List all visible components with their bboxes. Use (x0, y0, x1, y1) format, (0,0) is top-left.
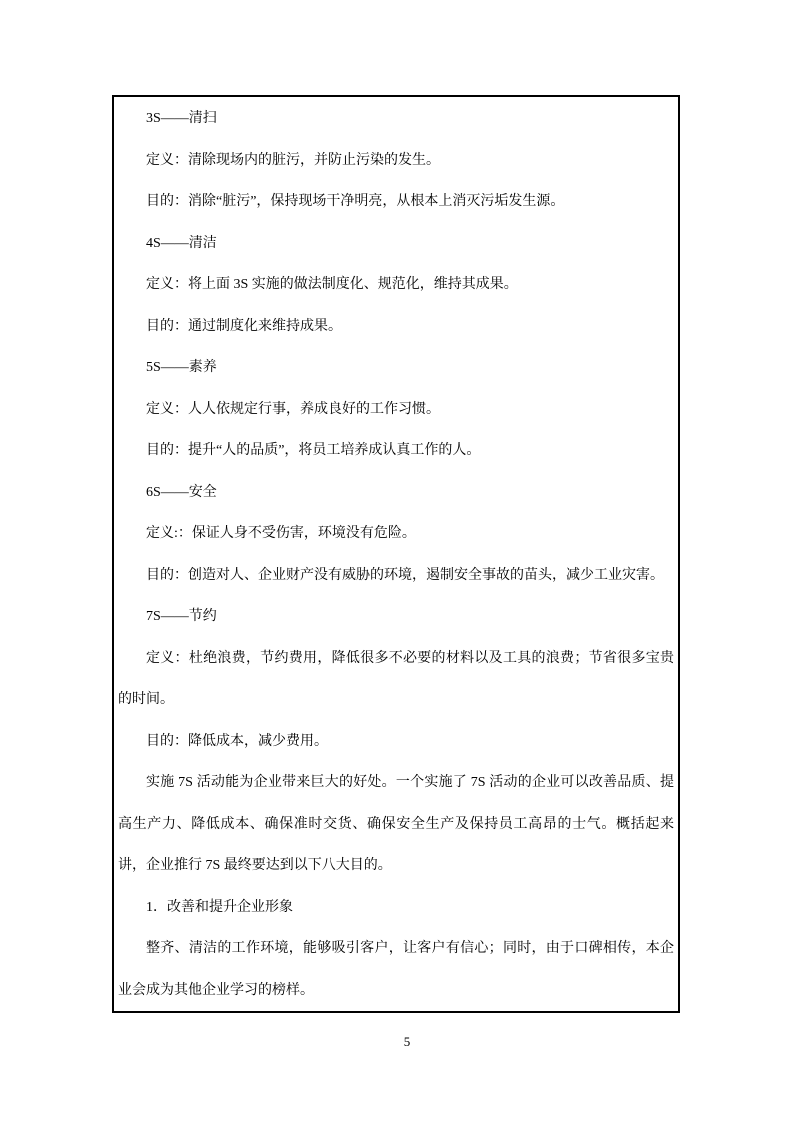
page-number: 5 (403, 1034, 411, 1049)
paragraph-5s-definition: 定义：人人依规定行事，养成良好的工作习惯。 (146, 401, 440, 417)
paragraph-4s-purpose: 目的：通过制度化来维持成果。 (146, 318, 342, 334)
list-item-1-heading: 1．改善和提升企业形象 (146, 899, 293, 915)
paragraph-5s-purpose: 目的：提升“人的品质”，将员工培养成认真工作的人。 (146, 443, 481, 458)
paragraph-7s-purpose: 目的：降低成本，减少费用。 (146, 733, 328, 749)
paragraph-4s-definition: 定义：将上面 3S 实施的做法制度化、规范化，维持其成果。 (146, 277, 518, 292)
paragraph-3s-definition: 定义：清除现场内的脏污，并防止污染的发生。 (146, 152, 440, 168)
paragraph-7s-definition: 定义：杜绝浪费，节约费用，降低很多不必要的材料以及工具的浪费；节省很多宝贵的时间。 (118, 650, 674, 707)
document-table-cell (112, 95, 680, 1013)
heading-7s: 7S——节约 (146, 609, 217, 624)
heading-4s: 4S——清洁 (146, 235, 217, 251)
paragraph-6s-definition: 定义:：保证人身不受伤害，环境没有危险。 (146, 526, 416, 541)
heading-5s: 5S——素养 (146, 360, 217, 375)
paragraph-3s-purpose: 目的：消除“脏污”，保持现场干净明亮，从根本上消灭污垢发生源。 (146, 194, 565, 209)
paragraph-7s-benefits: 实施 7S 活动能为企业带来巨大的好处。一个实施了 7S 活动的企业可以改善品质、提高生产力、降低成本、确保准时交货、确保安全生产及保持员工高昂的士气。概括起来讲，企业推行 7S 最终要达到以下八大目的。 (118, 775, 674, 873)
heading-6s: 6S——安全 (146, 484, 217, 500)
paragraph-item-1-body: 整齐、清洁的工作环境，能够吸引客户，让客户有信心；同时，由于口碑相传，本企业会成为其他企业学习的榜样。 (118, 941, 674, 998)
heading-3s: 3S——清扫 (146, 111, 217, 126)
paragraph-6s-purpose: 目的：创造对人、企业财产没有威胁的环境，遏制安全事故的苗头，减少工业灾害。 (146, 567, 664, 583)
